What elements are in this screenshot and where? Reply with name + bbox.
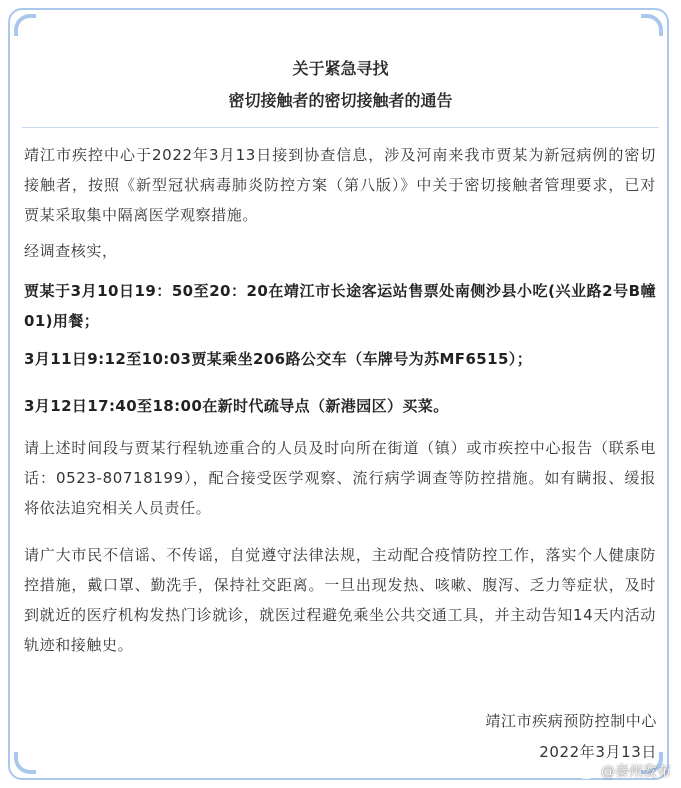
paragraph-track-3: 3月12日17:40至18:00在新时代疏导点（新港园区）买菜。 <box>24 397 449 415</box>
watermark-text: @泰州发布 <box>601 764 671 780</box>
frame-corner-top-right <box>641 14 663 36</box>
paragraph-intro: 靖江市疾控中心于2022年3月13日接到协查信息，涉及河南来我市贾某为新冠病例的密切接触者，按照《新型冠状病毒肺炎防控方案（第八版）》中关于密切接触者管理要求，已对贾某采取集中隔离医学观察措施。 <box>24 146 656 224</box>
frame-corner-bottom-left <box>14 752 36 774</box>
paragraph-report: 请上述时间段与贾某行程轨迹重合的人员及时向所在街道（镇）或市疾控中心报告（联系电话：0523-80718199），配合接受医学观察、流行病学调查等防控措施。如有瞒报、缓报将依法追究相关人员责任。 <box>24 439 656 517</box>
weibo-watermark <box>577 760 671 782</box>
notice-title-line2: 密切接触者的密切接触者的通告 <box>228 91 453 110</box>
paragraph-track-1: 贾某于3月10日19：50至20：20在靖江市长途客运站售票处南侧沙县小吃(兴业路2号B幢01)用餐； <box>24 282 656 330</box>
weibo-icon <box>577 763 597 779</box>
paragraph-advice: 请广大市民不信谣、不传谣，自觉遵守法律法规，主动配合疫情防控工作，落实个人健康防控措施，戴口罩、勤洗手，保持社交距离。一旦出现发热、咳嗽、腹泻、乏力等症状，及时到就近的医疗机构发热门诊就诊，就医过程避免乘坐公共交通工具，并主动告知14天内活动轨迹和接触史。 <box>24 546 656 654</box>
signature-date: 2022年3月13日 <box>539 743 657 761</box>
paragraph-track-2: 3月11日9:12至10:03贾某乘坐206路公交车（车牌号为苏MF6515）； <box>24 350 533 368</box>
paragraph-verified: 经调查核实， <box>24 242 118 260</box>
title-divider <box>22 127 659 128</box>
frame-corner-top-left <box>14 14 36 36</box>
notice-title-line1: 关于紧急寻找 <box>292 59 389 78</box>
signature-org: 靖江市疾病预防控制中心 <box>485 712 657 730</box>
